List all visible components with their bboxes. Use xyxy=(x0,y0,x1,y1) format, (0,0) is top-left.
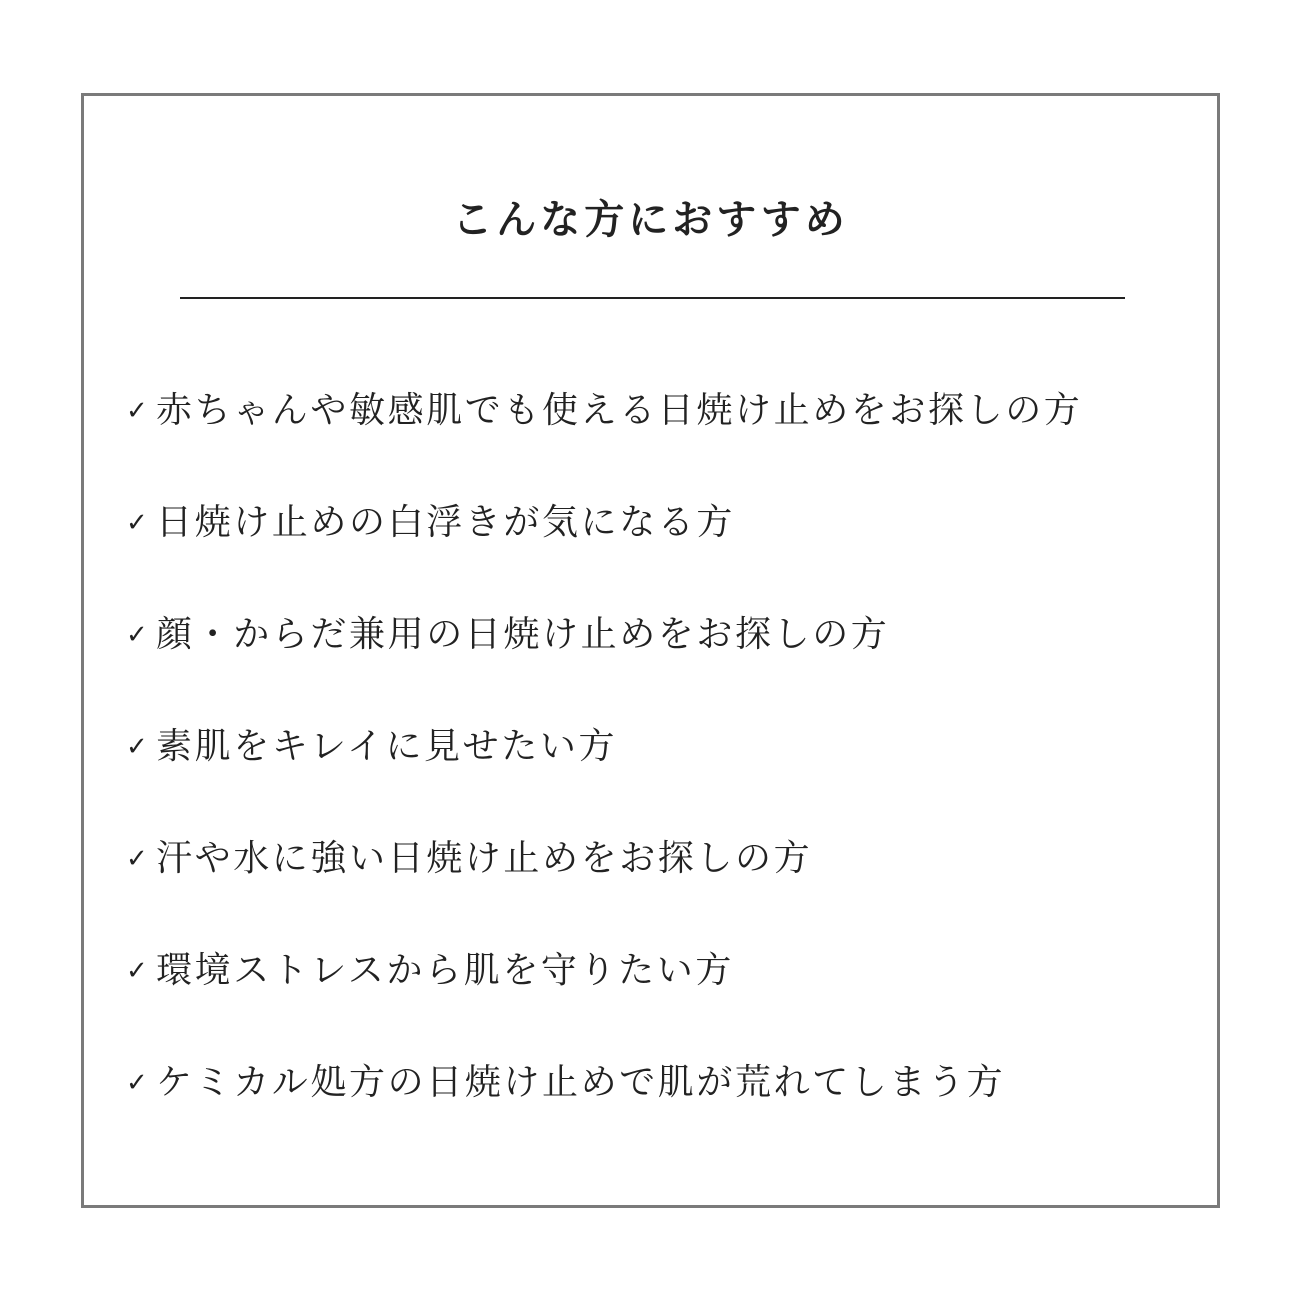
card-title: こんな方におすすめ xyxy=(452,197,849,243)
list-item xyxy=(126,610,1082,722)
title-divider xyxy=(180,297,1125,299)
list-item xyxy=(126,498,1082,610)
list-item xyxy=(126,946,1082,1058)
list-item xyxy=(126,722,1082,834)
list-item-text: 汗や水に強い日焼け止めをお探しの方 xyxy=(156,838,813,879)
check-icon: ✓ xyxy=(126,508,148,538)
recommendation-card xyxy=(81,93,1220,1208)
list-item-text: 素肌をキレイに見せたい方 xyxy=(156,726,618,767)
check-icon: ✓ xyxy=(126,732,148,762)
list-item-text: 顔・からだ兼用の日焼け止めをお探しの方 xyxy=(156,614,890,655)
check-icon: ✓ xyxy=(126,1068,148,1098)
list-item xyxy=(126,834,1082,946)
list-item-text: 環境ストレスから肌を守りたい方 xyxy=(156,950,734,991)
list-item xyxy=(126,386,1082,498)
recommendation-list xyxy=(126,386,1082,1170)
check-icon: ✓ xyxy=(126,956,148,986)
list-item-text: ケミカル処方の日焼け止めで肌が荒れてしまう方 xyxy=(156,1062,1006,1103)
list-item-text: 日焼け止めの白浮きが気になる方 xyxy=(156,502,736,543)
check-icon: ✓ xyxy=(126,396,148,426)
list-item-text: 赤ちゃんや敏感肌でも使える日焼け止めをお探しの方 xyxy=(156,390,1083,431)
list-item xyxy=(126,1058,1082,1170)
check-icon: ✓ xyxy=(126,620,148,650)
check-icon: ✓ xyxy=(126,844,148,874)
